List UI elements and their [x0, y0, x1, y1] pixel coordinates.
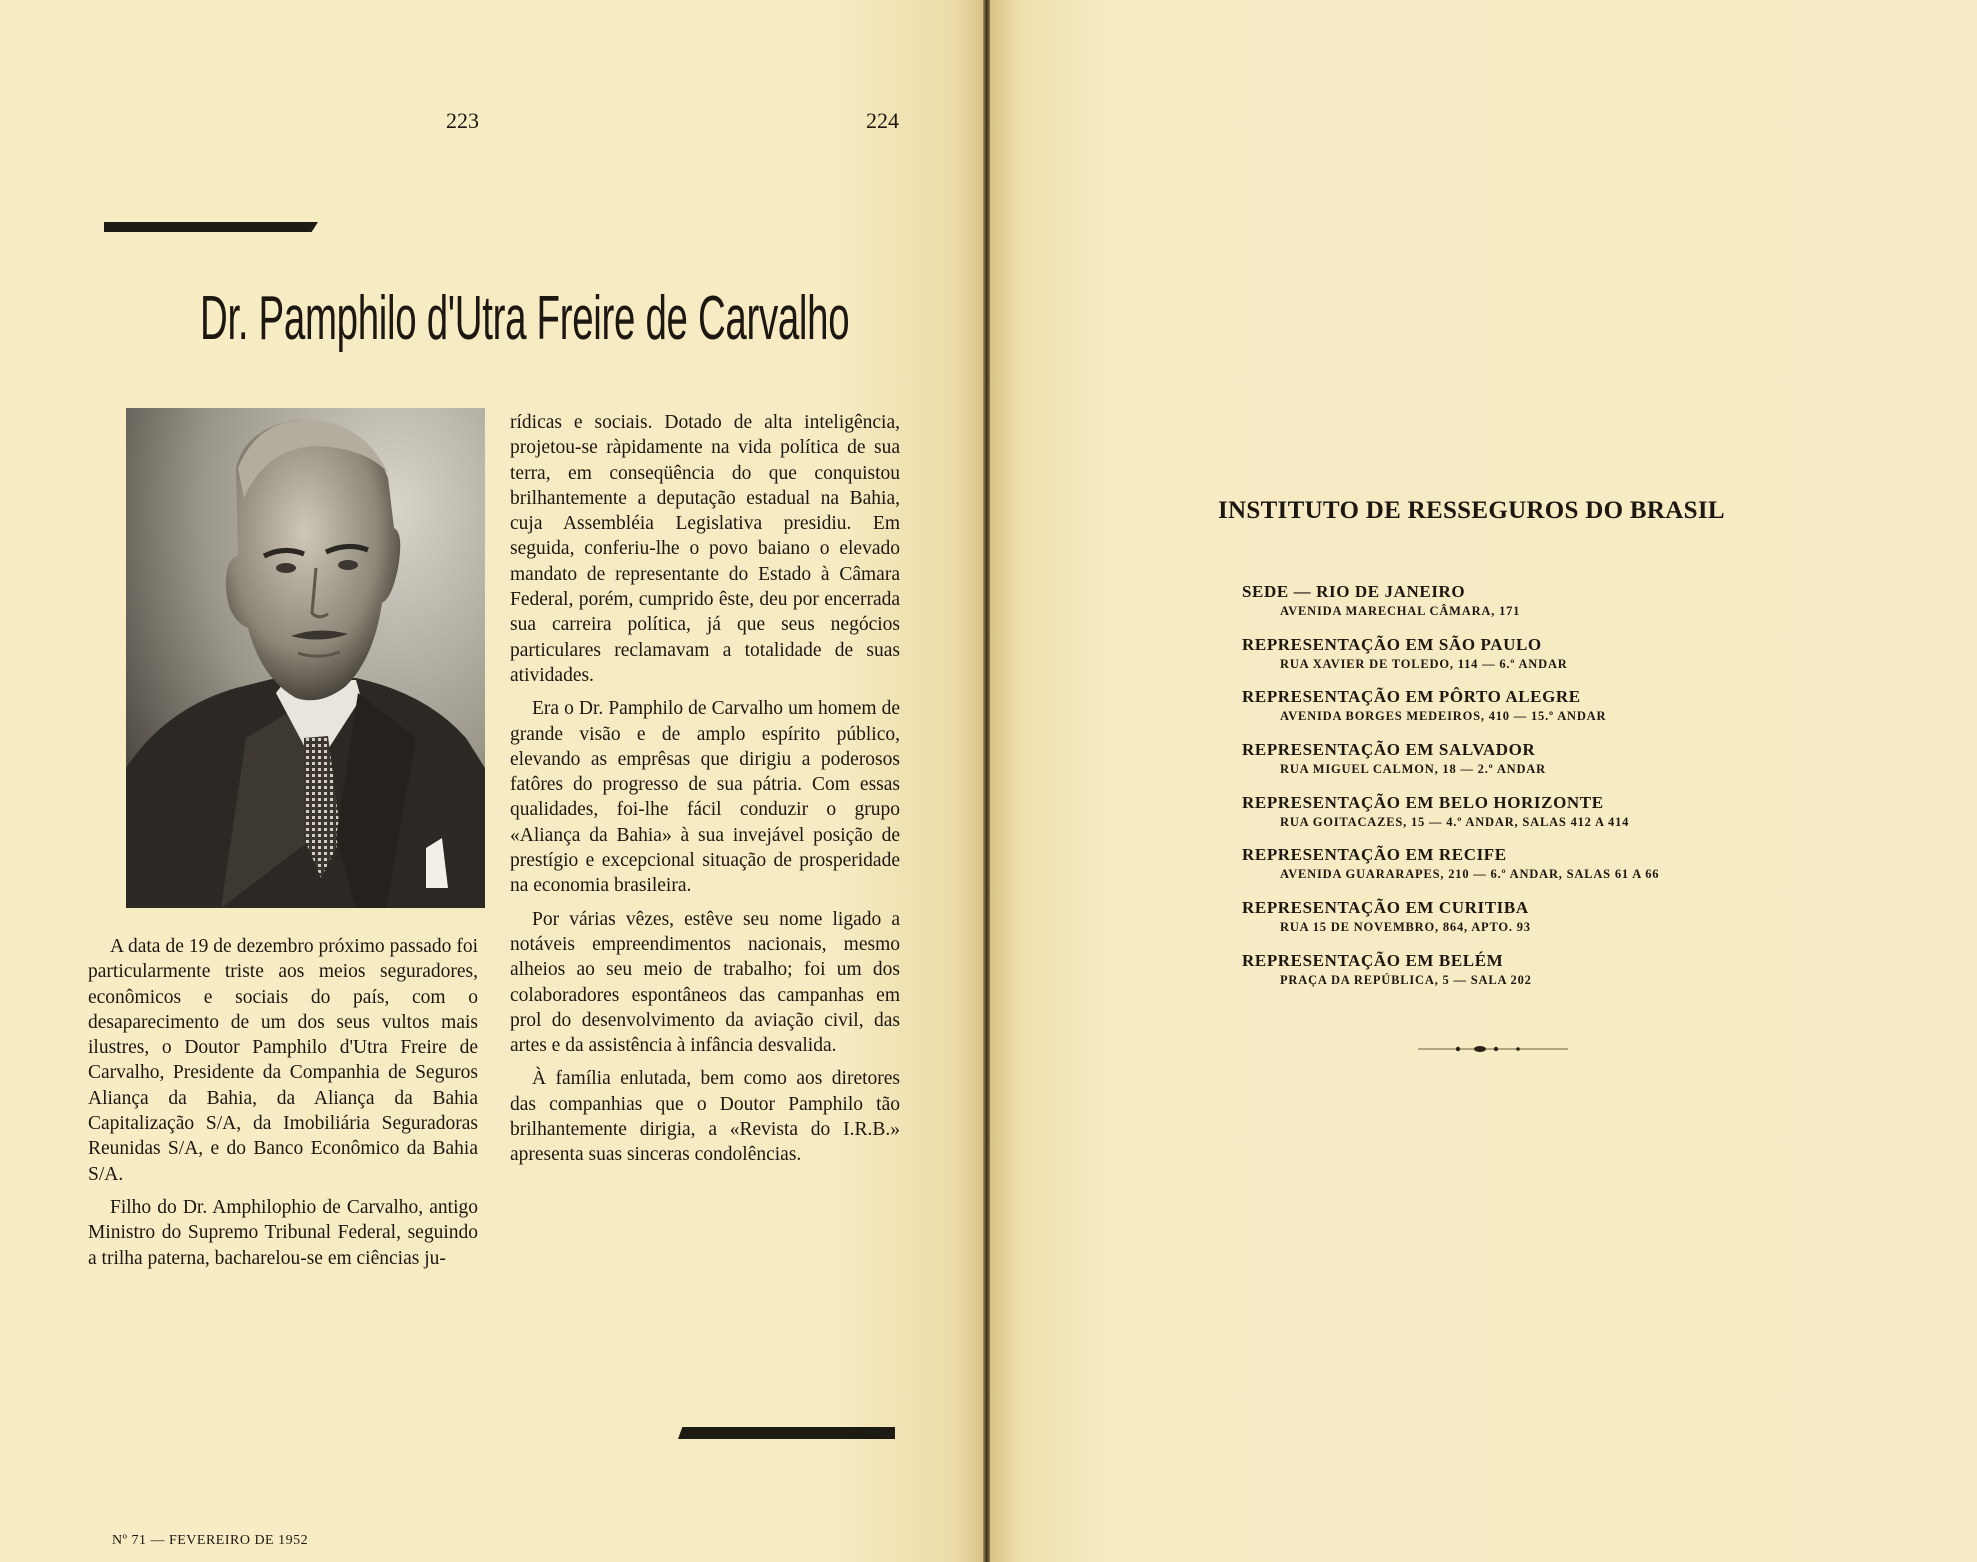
office-address: AVENIDA MARECHAL CÂMARA, 171: [1280, 604, 1521, 618]
office-entry: [1242, 845, 1842, 898]
portrait-photo: [126, 408, 485, 908]
office-entry: [1242, 898, 1842, 951]
office-entry: [1242, 793, 1842, 846]
office-list: [1242, 582, 1842, 1004]
office-entry: [1242, 582, 1842, 635]
paragraph: À família enlutada, bem como aos diretores das companhias que o Doutor Pamphilo tão brilhantemente dirigia, a «Revista do I.R.B.» apresenta suas sinceras condolências.: [510, 1068, 900, 1166]
office-address: AVENIDA GUARARAPES, 210 — 6.º ANDAR, SALAS 61 A 66: [1280, 867, 1660, 882]
office-name: REPRESENTAÇÃO EM SÃO PAULO: [1242, 634, 1542, 654]
office-name: REPRESENTAÇÃO EM BELO HORIZONTE: [1242, 792, 1604, 812]
office-address: RUA MIGUEL CALMON, 18 — 2.º ANDAR: [1280, 762, 1546, 777]
office-entry: [1242, 687, 1842, 740]
paragraph: Era o Dr. Pamphilo de Carvalho um homem de grande visão e de amplo espírito público, elevando as emprêsas que dirigiu a poderosos fatôres do progresso de sua pátria. Com essas qualidades, foi-lhe fácil conduzir o grupo «Aliança da Bahia» à sua invejável posição de prestígio e excepcional situação de prosperidade na economia brasileira.: [510, 698, 900, 897]
office-name: REPRESENTAÇÃO EM SALVADOR: [1242, 740, 1536, 760]
issue-footer: Nº 71 — FEVEREIRO DE 1952: [112, 1533, 309, 1548]
office-name: REPRESENTAÇÃO EM CURITIBA: [1242, 898, 1529, 918]
paragraph: rídicas e sociais. Dotado de alta inteligência, projetou-se ràpidamente na vida política de sua terra, em conseqüência do que conquistou brilhantemente a deputação estadual na Bahia, cuja Assembléia Legislativa presidiu. Em seguida, conferiu-lhe o povo baiano o elevado mandato de representante do Estado à Câmara Federal, porém, cumprido êste, deu por encerrada sua carreira política, já que seus negócios particulares reclamavam a totalidade de suas atividades.: [510, 412, 900, 686]
ornament-divider-icon: [1418, 1042, 1568, 1056]
office-address: RUA XAVIER DE TOLEDO, 114 — 6.º ANDAR: [1280, 656, 1568, 671]
book-gutter: [983, 0, 990, 1562]
office-entry: [1242, 635, 1842, 688]
office-address: RUA 15 DE NOVEMBRO, 864, APTO. 93: [1280, 920, 1531, 935]
page-number-224: 224: [866, 108, 899, 133]
paragraph: A data de 19 de dezembro próximo passado foi particularmente triste aos meios seguradores, econômicos e sociais do país, com o desaparecimento de um dos seus vultos mais ilustres, o Doutor Pamphilo d'Utra Freire de Carvalho, Presidente da Companhia de Seguros Aliança da Bahia, da Aliança da Bahia Capitalização S/A, da Imobiliária Seguradoras Reunidas S/A, e do Banco Econômico da Bahia S/A.: [88, 936, 478, 1185]
office-name: REPRESENTAÇÃO EM RECIFE: [1242, 845, 1507, 865]
office-name: SEDE — RIO DE JANEIRO: [1242, 582, 1466, 601]
page-number-223: 223: [446, 108, 479, 133]
article-title: Dr. Pamphilo d'Utra Freire de Carvalho: [200, 284, 850, 353]
portrait-image: [126, 408, 485, 908]
title-rule-top: [104, 222, 318, 232]
office-name: REPRESENTAÇÃO EM PÔRTO ALEGRE: [1242, 687, 1581, 707]
office-address: PRAÇA DA REPÚBLICA, 5 — SALA 202: [1280, 972, 1532, 987]
office-address: RUA GOITACAZES, 15 — 4.º ANDAR, SALAS 412 A 414: [1280, 814, 1630, 829]
office-entry: [1242, 951, 1842, 1004]
closing-rule: [678, 1427, 895, 1439]
article-column-right: [510, 410, 900, 1176]
institute-heading: INSTITUTO DE RESSEGUROS DO BRASIL: [1218, 497, 1725, 524]
paragraph: Filho do Dr. Amphilophio de Carvalho, antigo Ministro do Supremo Tribunal Federal, seguindo a trilha paterna, bacharelou-se em ciências ju-: [88, 1196, 478, 1269]
left-page: [0, 0, 983, 1562]
article-column-left: [88, 934, 478, 1279]
paragraph: Por várias vêzes, estêve seu nome ligado a notáveis empreendimentos nacionais, mesmo alheios ao seu meio de trabalho; foi um dos colaboradores espontâneos das campanhas em prol do desenvolvimento da aviação civil, das artes e da assistência à infância desvalida.: [510, 908, 900, 1057]
office-entry: [1242, 740, 1842, 793]
office-name: REPRESENTAÇÃO EM BELÉM: [1242, 950, 1504, 970]
office-address: AVENIDA BORGES MEDEIROS, 410 — 15.º ANDAR: [1280, 709, 1607, 724]
